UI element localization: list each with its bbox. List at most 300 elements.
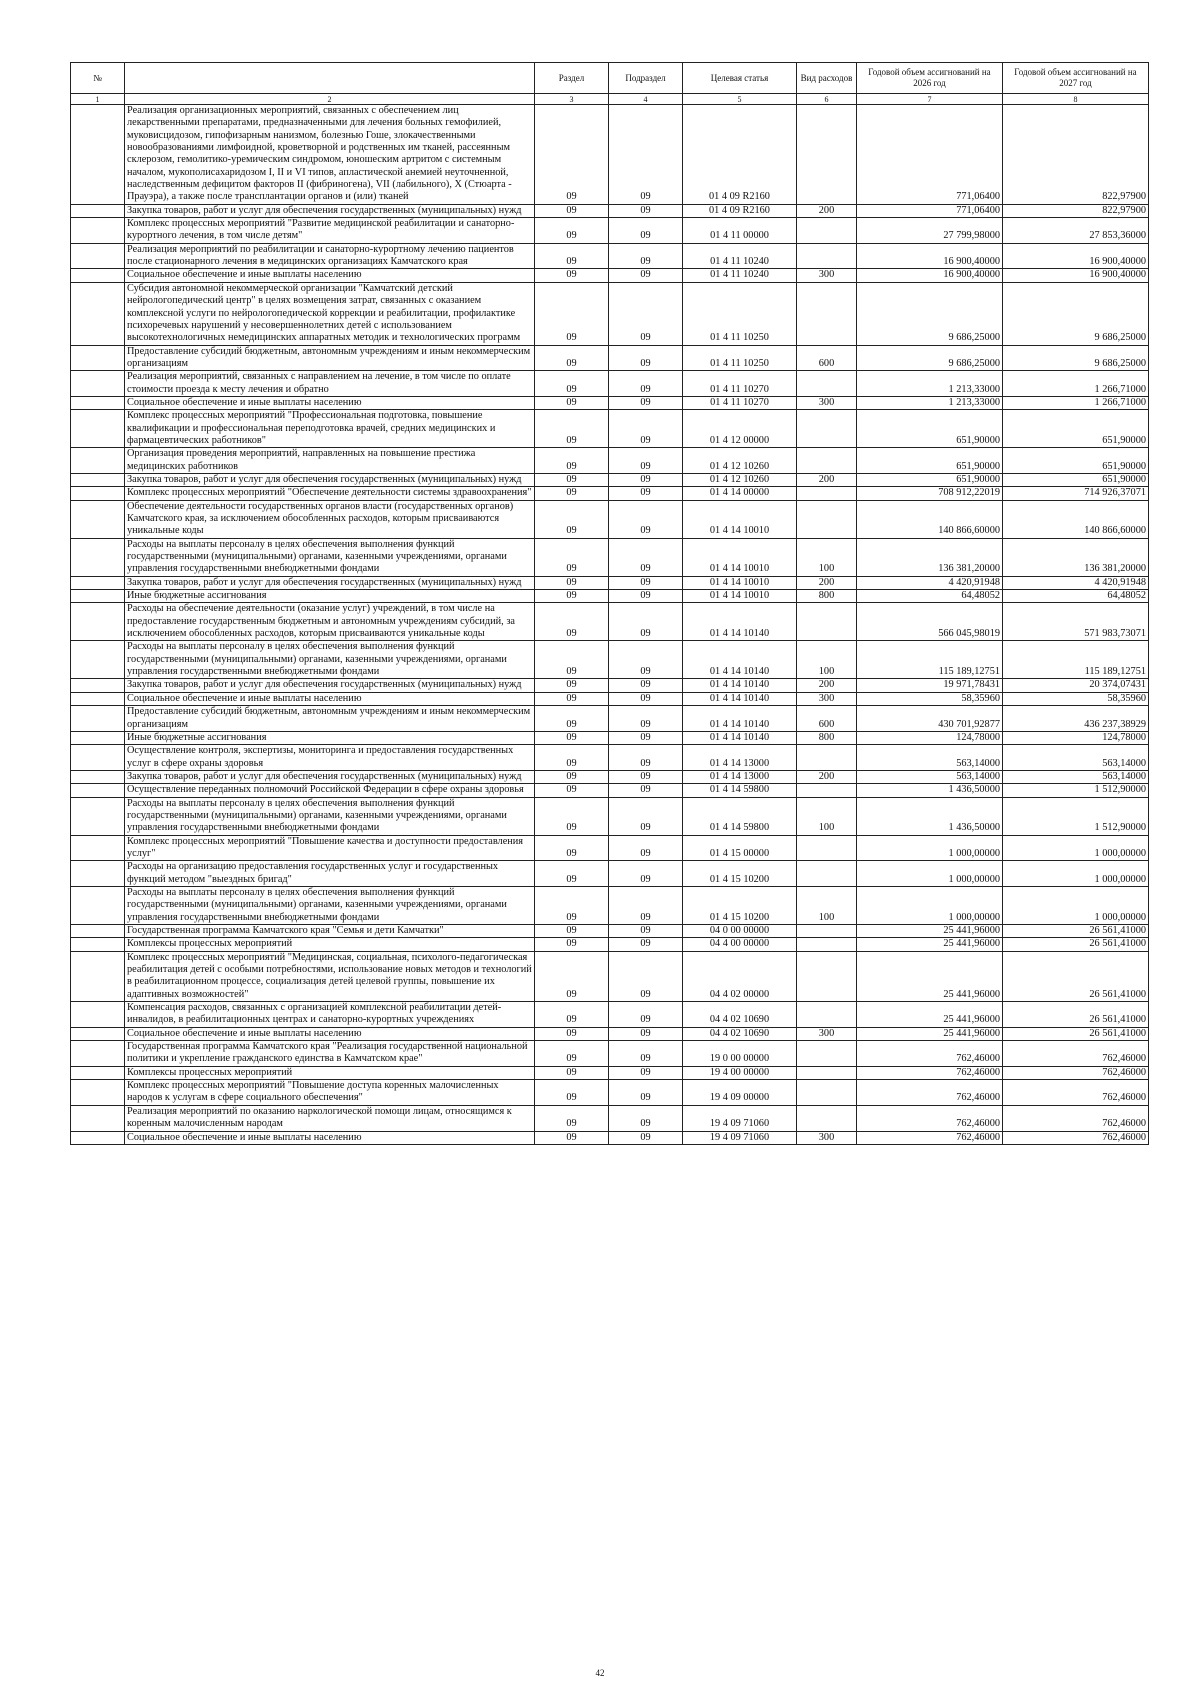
row-name: Субсидия автономной некоммерческой организации "Камчатский детский нейрологопедический центр" в целях возмещения затрат, связанных с оказанием комплексной услуги по нейрологопедической коррекции и реабилитации, профилактике психоречевых нарушений у несовершеннолетних детей с использованием высокотехнологичных немедицинских аппаратных методик и технологических программ bbox=[125, 282, 535, 345]
row-name: Осуществление переданных полномочий Российской Федерации в сфере охраны здоровья bbox=[125, 784, 535, 797]
row-expense-type bbox=[797, 410, 857, 448]
row-podrazdel: 09 bbox=[609, 590, 683, 603]
row-name: Реализация организационных мероприятий, связанных с обеспечением лиц лекарственными препаратами, предназначенными для лечения больных гемофилией, муковисцидозом, гипофизарным нанизмом, болезнью Гоше, злокачественными новообразованиями лимфоидной, кроветворной и родственных им тканей, рассеянным склерозом, гемолитико-уремическим синдромом, юношеским артритом с системным началом, мукополисахаридозом I, II и VI типов, апластической анемией неуточненной, наследственным дефицитом факторов II (фибриногена), VII (лабильного), X (Стюарта - Прауэра), а также после трансплантации органов и (или) тканей bbox=[125, 105, 535, 205]
table-row bbox=[71, 641, 1149, 679]
row-name: Закупка товаров, работ и услуг для обеспечения государственных (муниципальных) нужд bbox=[125, 770, 535, 783]
row-target-article: 01 4 14 10140 bbox=[683, 603, 797, 641]
row-expense-type bbox=[797, 105, 857, 205]
row-expense-type: 100 bbox=[797, 538, 857, 576]
table-row bbox=[71, 218, 1149, 244]
row-sum-2026: 762,46000 bbox=[857, 1041, 1003, 1067]
row-target-article: 01 4 14 10140 bbox=[683, 692, 797, 705]
row-expense-type bbox=[797, 925, 857, 938]
table-row bbox=[71, 1066, 1149, 1079]
row-sum-2026: 25 441,96000 bbox=[857, 925, 1003, 938]
row-number bbox=[71, 243, 125, 269]
row-expense-type bbox=[797, 487, 857, 500]
row-razdel: 09 bbox=[535, 396, 609, 409]
row-razdel: 09 bbox=[535, 1131, 609, 1144]
row-razdel: 09 bbox=[535, 576, 609, 589]
row-podrazdel: 09 bbox=[609, 641, 683, 679]
table-row bbox=[71, 951, 1149, 1001]
row-target-article: 19 4 09 71060 bbox=[683, 1105, 797, 1131]
column-number: 3 bbox=[535, 94, 609, 105]
row-razdel: 09 bbox=[535, 1002, 609, 1028]
row-expense-type bbox=[797, 1041, 857, 1067]
row-name: Расходы на организацию предоставления государственных услуг и государственных функций методом "выездных бригад" bbox=[125, 861, 535, 887]
row-razdel: 09 bbox=[535, 500, 609, 538]
row-target-article: 04 0 00 00000 bbox=[683, 925, 797, 938]
row-name: Закупка товаров, работ и услуг для обеспечения государственных (муниципальных) нужд bbox=[125, 576, 535, 589]
table-row bbox=[71, 1105, 1149, 1131]
row-sum-2026: 708 912,22019 bbox=[857, 487, 1003, 500]
column-number: 1 bbox=[71, 94, 125, 105]
row-number bbox=[71, 410, 125, 448]
row-name: Комплексы процессных мероприятий bbox=[125, 1066, 535, 1079]
row-sum-2027: 563,14000 bbox=[1003, 745, 1149, 771]
row-number bbox=[71, 925, 125, 938]
table-row bbox=[71, 1027, 1149, 1040]
row-expense-type: 800 bbox=[797, 590, 857, 603]
table-row bbox=[71, 679, 1149, 692]
row-name: Реализация мероприятий по реабилитации и санаторно-курортному лечению пациентов после стационарного лечения в медицинских организациях Камчатского края bbox=[125, 243, 535, 269]
row-podrazdel: 09 bbox=[609, 1131, 683, 1144]
row-name: Закупка товаров, работ и услуг для обеспечения государственных (муниципальных) нужд bbox=[125, 204, 535, 217]
row-target-article: 01 4 14 10140 bbox=[683, 731, 797, 744]
row-target-article: 01 4 11 10270 bbox=[683, 371, 797, 397]
row-sum-2027: 651,90000 bbox=[1003, 473, 1149, 486]
row-razdel: 09 bbox=[535, 410, 609, 448]
row-sum-2027: 1 000,00000 bbox=[1003, 861, 1149, 887]
row-expense-type bbox=[797, 218, 857, 244]
row-sum-2027: 26 561,41000 bbox=[1003, 1027, 1149, 1040]
row-expense-type bbox=[797, 861, 857, 887]
row-sum-2026: 762,46000 bbox=[857, 1080, 1003, 1106]
row-sum-2026: 140 866,60000 bbox=[857, 500, 1003, 538]
row-expense-type: 200 bbox=[797, 770, 857, 783]
column-number: 7 bbox=[857, 94, 1003, 105]
row-number bbox=[71, 770, 125, 783]
row-podrazdel: 09 bbox=[609, 269, 683, 282]
column-number: 6 bbox=[797, 94, 857, 105]
row-sum-2027: 16 900,40000 bbox=[1003, 269, 1149, 282]
table-row bbox=[71, 345, 1149, 371]
table-row bbox=[71, 396, 1149, 409]
row-expense-type: 200 bbox=[797, 204, 857, 217]
row-sum-2026: 651,90000 bbox=[857, 473, 1003, 486]
row-podrazdel: 09 bbox=[609, 784, 683, 797]
row-razdel: 09 bbox=[535, 105, 609, 205]
row-podrazdel: 09 bbox=[609, 886, 683, 924]
table-row bbox=[71, 282, 1149, 345]
row-expense-type bbox=[797, 1002, 857, 1028]
row-target-article: 01 4 15 00000 bbox=[683, 835, 797, 861]
row-podrazdel: 09 bbox=[609, 731, 683, 744]
row-number bbox=[71, 731, 125, 744]
row-podrazdel: 09 bbox=[609, 396, 683, 409]
table-row bbox=[71, 487, 1149, 500]
table-row bbox=[71, 938, 1149, 951]
row-name: Комплекс процессных мероприятий "Медицинская, социальная, психолого-педагогическая реабилитация детей с особыми потребностями, использование новых методов и технологий в реабилитационном процессе, социализация детей целевой группы, повышение их адаптивных возможностей" bbox=[125, 951, 535, 1001]
row-target-article: 04 4 02 10690 bbox=[683, 1027, 797, 1040]
row-target-article: 01 4 09 R2160 bbox=[683, 204, 797, 217]
header-expense-type: Вид расходов bbox=[797, 63, 857, 94]
header-target: Целевая статья bbox=[683, 63, 797, 94]
row-number bbox=[71, 538, 125, 576]
column-numbers-row bbox=[71, 94, 1149, 105]
row-number bbox=[71, 886, 125, 924]
column-number: 5 bbox=[683, 94, 797, 105]
row-expense-type: 300 bbox=[797, 396, 857, 409]
row-name: Комплекс процессных мероприятий "Профессиональная подготовка, повышение квалификации и профессиональная переподготовка врачей, средних медицинских и фармацевтических работников" bbox=[125, 410, 535, 448]
row-razdel: 09 bbox=[535, 679, 609, 692]
row-sum-2026: 566 045,98019 bbox=[857, 603, 1003, 641]
row-sum-2026: 762,46000 bbox=[857, 1131, 1003, 1144]
row-razdel: 09 bbox=[535, 269, 609, 282]
row-sum-2027: 563,14000 bbox=[1003, 770, 1149, 783]
row-sum-2027: 1 000,00000 bbox=[1003, 835, 1149, 861]
row-name: Обеспечение деятельности государственных органов власти (государственных органов) Камчатского края, за исключением обособленных расходов, которым присваиваются уникальные коды bbox=[125, 500, 535, 538]
row-razdel: 09 bbox=[535, 706, 609, 732]
table-row bbox=[71, 861, 1149, 887]
row-name: Закупка товаров, работ и услуг для обеспечения государственных (муниципальных) нужд bbox=[125, 473, 535, 486]
row-sum-2026: 25 441,96000 bbox=[857, 951, 1003, 1001]
row-target-article: 01 4 14 10010 bbox=[683, 500, 797, 538]
row-expense-type: 300 bbox=[797, 1027, 857, 1040]
row-sum-2027: 9 686,25000 bbox=[1003, 282, 1149, 345]
row-expense-type bbox=[797, 1080, 857, 1106]
row-razdel: 09 bbox=[535, 1080, 609, 1106]
table-header-row bbox=[71, 63, 1149, 94]
row-expense-type: 600 bbox=[797, 345, 857, 371]
row-podrazdel: 09 bbox=[609, 500, 683, 538]
row-sum-2026: 25 441,96000 bbox=[857, 1002, 1003, 1028]
row-number bbox=[71, 590, 125, 603]
row-number bbox=[71, 1131, 125, 1144]
row-sum-2026: 771,06400 bbox=[857, 204, 1003, 217]
row-podrazdel: 09 bbox=[609, 692, 683, 705]
row-sum-2026: 25 441,96000 bbox=[857, 1027, 1003, 1040]
row-name: Социальное обеспечение и иные выплаты населению bbox=[125, 396, 535, 409]
row-sum-2027: 762,46000 bbox=[1003, 1131, 1149, 1144]
row-razdel: 09 bbox=[535, 218, 609, 244]
row-target-article: 01 4 12 10260 bbox=[683, 473, 797, 486]
row-sum-2027: 762,46000 bbox=[1003, 1080, 1149, 1106]
row-name: Социальное обеспечение и иные выплаты населению bbox=[125, 692, 535, 705]
row-target-article: 01 4 11 10240 bbox=[683, 269, 797, 282]
row-podrazdel: 09 bbox=[609, 706, 683, 732]
row-sum-2026: 58,35960 bbox=[857, 692, 1003, 705]
row-target-article: 04 4 02 10690 bbox=[683, 1002, 797, 1028]
row-target-article: 01 4 11 00000 bbox=[683, 218, 797, 244]
row-sum-2026: 651,90000 bbox=[857, 410, 1003, 448]
row-razdel: 09 bbox=[535, 1105, 609, 1131]
table-row bbox=[71, 590, 1149, 603]
row-podrazdel: 09 bbox=[609, 538, 683, 576]
row-sum-2026: 762,46000 bbox=[857, 1066, 1003, 1079]
row-sum-2027: 64,48052 bbox=[1003, 590, 1149, 603]
row-razdel: 09 bbox=[535, 861, 609, 887]
row-podrazdel: 09 bbox=[609, 835, 683, 861]
row-sum-2026: 64,48052 bbox=[857, 590, 1003, 603]
row-podrazdel: 09 bbox=[609, 951, 683, 1001]
row-razdel: 09 bbox=[535, 925, 609, 938]
row-sum-2027: 651,90000 bbox=[1003, 410, 1149, 448]
row-razdel: 09 bbox=[535, 345, 609, 371]
row-name: Осуществление контроля, экспертизы, мониторинга и предоставления государственных услуг в сфере охраны здоровья bbox=[125, 745, 535, 771]
row-razdel: 09 bbox=[535, 473, 609, 486]
row-expense-type bbox=[797, 243, 857, 269]
row-sum-2027: 1 000,00000 bbox=[1003, 886, 1149, 924]
row-name: Комплексы процессных мероприятий bbox=[125, 938, 535, 951]
row-number bbox=[71, 1080, 125, 1106]
row-sum-2026: 1 000,00000 bbox=[857, 835, 1003, 861]
row-sum-2026: 1 000,00000 bbox=[857, 861, 1003, 887]
row-expense-type: 300 bbox=[797, 692, 857, 705]
row-sum-2026: 16 900,40000 bbox=[857, 269, 1003, 282]
row-podrazdel: 09 bbox=[609, 1066, 683, 1079]
row-target-article: 01 4 11 10250 bbox=[683, 282, 797, 345]
row-razdel: 09 bbox=[535, 448, 609, 474]
row-podrazdel: 09 bbox=[609, 925, 683, 938]
row-number bbox=[71, 745, 125, 771]
row-podrazdel: 09 bbox=[609, 243, 683, 269]
row-sum-2026: 9 686,25000 bbox=[857, 282, 1003, 345]
row-target-article: 01 4 12 00000 bbox=[683, 410, 797, 448]
row-target-article: 01 4 09 R2160 bbox=[683, 105, 797, 205]
header-sum-2027: Годовой объем ассигнований на 2027 год bbox=[1003, 63, 1149, 94]
row-razdel: 09 bbox=[535, 784, 609, 797]
table-row bbox=[71, 448, 1149, 474]
row-podrazdel: 09 bbox=[609, 576, 683, 589]
column-number: 8 bbox=[1003, 94, 1149, 105]
row-target-article: 01 4 15 10200 bbox=[683, 886, 797, 924]
row-sum-2027: 20 374,07431 bbox=[1003, 679, 1149, 692]
row-number bbox=[71, 105, 125, 205]
row-sum-2026: 124,78000 bbox=[857, 731, 1003, 744]
row-number bbox=[71, 835, 125, 861]
header-sum-2026: Годовой объем ассигнований на 2026 год bbox=[857, 63, 1003, 94]
row-number bbox=[71, 282, 125, 345]
row-expense-type bbox=[797, 835, 857, 861]
row-podrazdel: 09 bbox=[609, 679, 683, 692]
row-name: Расходы на выплаты персоналу в целях обеспечения выполнения функций государственными (муниципальными) органами, казенными учреждениями, органами управления государственными внебюджетными фондами bbox=[125, 538, 535, 576]
row-sum-2027: 140 866,60000 bbox=[1003, 500, 1149, 538]
row-sum-2027: 26 561,41000 bbox=[1003, 1002, 1149, 1028]
table-row bbox=[71, 473, 1149, 486]
row-razdel: 09 bbox=[535, 1041, 609, 1067]
row-podrazdel: 09 bbox=[609, 282, 683, 345]
row-sum-2026: 771,06400 bbox=[857, 105, 1003, 205]
row-sum-2026: 1 436,50000 bbox=[857, 784, 1003, 797]
row-podrazdel: 09 bbox=[609, 371, 683, 397]
column-number: 4 bbox=[609, 94, 683, 105]
row-number bbox=[71, 938, 125, 951]
row-name: Организация проведения мероприятий, направленных на повышение престижа медицинских работников bbox=[125, 448, 535, 474]
row-razdel: 09 bbox=[535, 951, 609, 1001]
row-expense-type: 600 bbox=[797, 706, 857, 732]
row-number bbox=[71, 1027, 125, 1040]
row-sum-2027: 4 420,91948 bbox=[1003, 576, 1149, 589]
row-podrazdel: 09 bbox=[609, 105, 683, 205]
row-name: Иные бюджетные ассигнования bbox=[125, 731, 535, 744]
row-target-article: 01 4 14 59800 bbox=[683, 797, 797, 835]
row-target-article: 19 4 00 00000 bbox=[683, 1066, 797, 1079]
row-name: Комплекс процессных мероприятий "Обеспечение деятельности системы здравоохранения" bbox=[125, 487, 535, 500]
row-name: Комплекс процессных мероприятий "Повышение доступа коренных малочисленных народов к услугам в сфере социального обеспечения" bbox=[125, 1080, 535, 1106]
row-podrazdel: 09 bbox=[609, 1041, 683, 1067]
table-row bbox=[71, 269, 1149, 282]
table-row bbox=[71, 1002, 1149, 1028]
table-row bbox=[71, 784, 1149, 797]
row-number bbox=[71, 679, 125, 692]
row-expense-type bbox=[797, 784, 857, 797]
row-sum-2027: 124,78000 bbox=[1003, 731, 1149, 744]
row-sum-2027: 1 266,71000 bbox=[1003, 396, 1149, 409]
row-number bbox=[71, 706, 125, 732]
row-sum-2027: 136 381,20000 bbox=[1003, 538, 1149, 576]
row-expense-type: 200 bbox=[797, 473, 857, 486]
row-target-article: 01 4 15 10200 bbox=[683, 861, 797, 887]
row-name: Закупка товаров, работ и услуг для обеспечения государственных (муниципальных) нужд bbox=[125, 679, 535, 692]
row-podrazdel: 09 bbox=[609, 218, 683, 244]
row-name: Комплекс процессных мероприятий "Повышение качества и доступности предоставления услуг" bbox=[125, 835, 535, 861]
table-row bbox=[71, 371, 1149, 397]
table-row bbox=[71, 745, 1149, 771]
row-sum-2026: 115 189,12751 bbox=[857, 641, 1003, 679]
row-sum-2026: 1 436,50000 bbox=[857, 797, 1003, 835]
row-target-article: 01 4 14 10140 bbox=[683, 706, 797, 732]
row-expense-type: 300 bbox=[797, 269, 857, 282]
row-sum-2027: 26 561,41000 bbox=[1003, 925, 1149, 938]
row-name: Социальное обеспечение и иные выплаты населению bbox=[125, 1027, 535, 1040]
row-expense-type bbox=[797, 603, 857, 641]
row-razdel: 09 bbox=[535, 731, 609, 744]
column-number: 2 bbox=[125, 94, 535, 105]
row-podrazdel: 09 bbox=[609, 410, 683, 448]
table-body bbox=[71, 105, 1149, 1145]
table-row bbox=[71, 835, 1149, 861]
row-number bbox=[71, 1041, 125, 1067]
row-number bbox=[71, 345, 125, 371]
row-name: Расходы на выплаты персоналу в целях обеспечения выполнения функций государственными (муниципальными) органами, казенными учреждениями, органами управления государственными внебюджетными фондами bbox=[125, 641, 535, 679]
row-sum-2026: 563,14000 bbox=[857, 745, 1003, 771]
row-name: Компенсация расходов, связанных с организацией комплексной реабилитации детей-инвалидов, в реабилитационных центрах и санаторно-курортных учреждениях bbox=[125, 1002, 535, 1028]
row-sum-2026: 16 900,40000 bbox=[857, 243, 1003, 269]
row-number bbox=[71, 204, 125, 217]
row-podrazdel: 09 bbox=[609, 797, 683, 835]
row-target-article: 01 4 11 10270 bbox=[683, 396, 797, 409]
row-expense-type bbox=[797, 500, 857, 538]
row-sum-2027: 27 853,36000 bbox=[1003, 218, 1149, 244]
row-target-article: 01 4 14 10140 bbox=[683, 679, 797, 692]
row-number bbox=[71, 784, 125, 797]
row-sum-2027: 762,46000 bbox=[1003, 1041, 1149, 1067]
row-podrazdel: 09 bbox=[609, 745, 683, 771]
row-name: Социальное обеспечение и иные выплаты населению bbox=[125, 269, 535, 282]
row-razdel: 09 bbox=[535, 371, 609, 397]
row-sum-2027: 1 512,90000 bbox=[1003, 784, 1149, 797]
row-name: Иные бюджетные ассигнования bbox=[125, 590, 535, 603]
row-name: Расходы на обеспечение деятельности (оказание услуг) учреждений, в том числе на предоставление государственным бюджетным и автономным учреждениям субсидий, за исключением обособленных расходов, которым присваиваются уникальные коды bbox=[125, 603, 535, 641]
table-row bbox=[71, 105, 1149, 205]
table-row bbox=[71, 538, 1149, 576]
row-sum-2027: 762,46000 bbox=[1003, 1066, 1149, 1079]
row-razdel: 09 bbox=[535, 1027, 609, 1040]
row-target-article: 19 4 09 00000 bbox=[683, 1080, 797, 1106]
row-number bbox=[71, 603, 125, 641]
row-target-article: 19 4 09 71060 bbox=[683, 1131, 797, 1144]
row-target-article: 01 4 12 10260 bbox=[683, 448, 797, 474]
row-target-article: 19 0 00 00000 bbox=[683, 1041, 797, 1067]
row-target-article: 01 4 11 10240 bbox=[683, 243, 797, 269]
table-row bbox=[71, 576, 1149, 589]
row-target-article: 01 4 14 10140 bbox=[683, 641, 797, 679]
row-number bbox=[71, 861, 125, 887]
row-name: Комплекс процессных мероприятий "Развитие медицинской реабилитации и санаторно-курортного лечения, в том числе детям" bbox=[125, 218, 535, 244]
row-podrazdel: 09 bbox=[609, 473, 683, 486]
row-name: Реализация мероприятий по оказанию наркологической помощи лицам, относящимся к коренным малочисленным народам bbox=[125, 1105, 535, 1131]
row-expense-type bbox=[797, 1066, 857, 1079]
table-row bbox=[71, 797, 1149, 835]
table-row bbox=[71, 1080, 1149, 1106]
row-target-article: 01 4 14 10010 bbox=[683, 590, 797, 603]
row-razdel: 09 bbox=[535, 886, 609, 924]
page-number: 42 bbox=[595, 1668, 605, 1678]
row-podrazdel: 09 bbox=[609, 204, 683, 217]
row-razdel: 09 bbox=[535, 538, 609, 576]
row-expense-type: 100 bbox=[797, 886, 857, 924]
row-razdel: 09 bbox=[535, 835, 609, 861]
row-expense-type: 100 bbox=[797, 797, 857, 835]
row-razdel: 09 bbox=[535, 770, 609, 783]
row-expense-type bbox=[797, 448, 857, 474]
row-target-article: 01 4 14 59800 bbox=[683, 784, 797, 797]
row-target-article: 01 4 14 13000 bbox=[683, 745, 797, 771]
row-razdel: 09 bbox=[535, 1066, 609, 1079]
row-expense-type bbox=[797, 371, 857, 397]
table-row bbox=[71, 410, 1149, 448]
row-razdel: 09 bbox=[535, 590, 609, 603]
row-sum-2027: 714 926,37071 bbox=[1003, 487, 1149, 500]
table-row bbox=[71, 500, 1149, 538]
row-sum-2027: 1 266,71000 bbox=[1003, 371, 1149, 397]
row-name: Предоставление субсидий бюджетным, автономным учреждениям и иным некоммерческим организациям bbox=[125, 706, 535, 732]
row-podrazdel: 09 bbox=[609, 861, 683, 887]
row-number bbox=[71, 1002, 125, 1028]
row-sum-2026: 651,90000 bbox=[857, 448, 1003, 474]
row-name: Расходы на выплаты персоналу в целях обеспечения выполнения функций государственными (муниципальными) органами, казенными учреждениями, органами управления государственными внебюджетными фондами bbox=[125, 886, 535, 924]
row-podrazdel: 09 bbox=[609, 345, 683, 371]
row-expense-type bbox=[797, 1105, 857, 1131]
row-podrazdel: 09 bbox=[609, 1027, 683, 1040]
row-expense-type bbox=[797, 282, 857, 345]
budget-table bbox=[70, 62, 1149, 1145]
row-razdel: 09 bbox=[535, 692, 609, 705]
table-row bbox=[71, 925, 1149, 938]
budget-sheet bbox=[70, 62, 1148, 1145]
row-podrazdel: 09 bbox=[609, 603, 683, 641]
row-name: Расходы на выплаты персоналу в целях обеспечения выполнения функций государственными (муниципальными) органами, казенными учреждениями, органами управления государственными внебюджетными фондами bbox=[125, 797, 535, 835]
row-number bbox=[71, 473, 125, 486]
row-sum-2026: 4 420,91948 bbox=[857, 576, 1003, 589]
row-sum-2026: 136 381,20000 bbox=[857, 538, 1003, 576]
table-row bbox=[71, 603, 1149, 641]
row-expense-type: 200 bbox=[797, 679, 857, 692]
row-expense-type bbox=[797, 745, 857, 771]
row-razdel: 09 bbox=[535, 745, 609, 771]
row-number bbox=[71, 641, 125, 679]
